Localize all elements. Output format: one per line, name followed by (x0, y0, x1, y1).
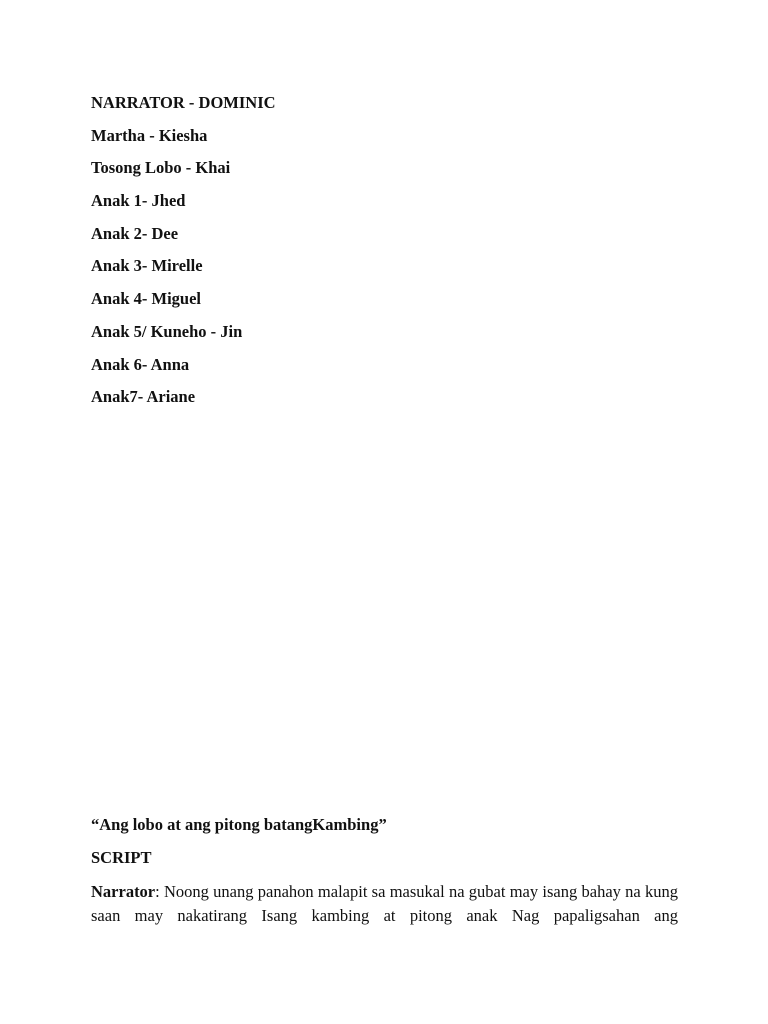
script-section (91, 814, 678, 928)
cast-line-anak-7: Anak7- Ariane (91, 387, 196, 407)
narration-paragraph (91, 880, 678, 928)
cast-line-anak-4: Anak 4- Miguel (91, 289, 202, 309)
cast-line-tosong-lobo: Tosong Lobo - Khai (91, 158, 231, 178)
cast-line-anak-2: Anak 2- Dee (91, 223, 179, 243)
speaker-name: Narrator (91, 882, 156, 901)
cast-line-martha: Martha - Kiesha (91, 125, 208, 145)
cast-list (91, 92, 691, 419)
cast-line-anak-6: Anak 6- Anna (91, 354, 190, 374)
cast-line-narrator: NARRATOR - DOMINIC (91, 93, 276, 112)
cast-line-anak-1: Anak 1- Jhed (91, 191, 186, 211)
cast-line-anak-3: Anak 3- Mirelle (91, 256, 203, 276)
narration-text: : Noong unang panahon malapit sa masukal na gubat may isang bahay na kung saan may nakatirang Isang kambing at pitong anak Nag papaligsahan ang (91, 882, 678, 925)
play-title: “Ang lobo at ang pitong batangKambing” (91, 815, 387, 834)
cast-line-anak-5: Anak 5/ Kuneho - Jin (91, 321, 243, 341)
script-heading: SCRIPT (91, 848, 152, 867)
